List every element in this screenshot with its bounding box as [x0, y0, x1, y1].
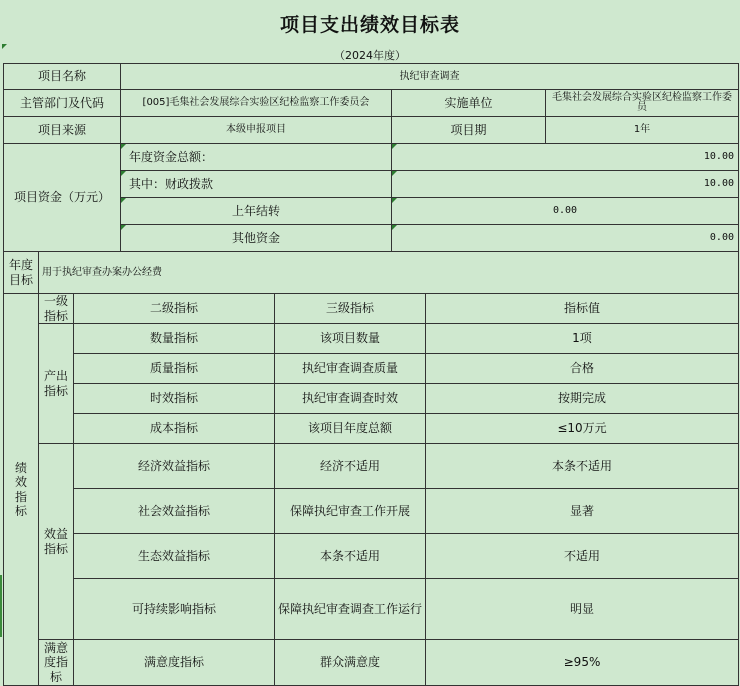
source-label: 项目来源 — [4, 117, 121, 144]
dept-value[interactable]: [005]毛集社会发展综合实验区纪检监察工作委员会 — [121, 90, 392, 117]
value-cell[interactable]: 明显 — [426, 579, 739, 640]
value-cell[interactable]: ≥95% — [426, 640, 739, 686]
level2-cell: 成本指标 — [74, 414, 275, 444]
satisfaction-label: 满意度指标 — [39, 640, 74, 686]
table-row — [4, 444, 739, 489]
indicators-section-label: 绩效指标 — [4, 294, 39, 686]
level3-cell[interactable]: 经济不适用 — [275, 444, 426, 489]
value-cell[interactable]: 合格 — [426, 354, 739, 384]
funds-total-label: 年度资金总额： — [121, 144, 392, 171]
level3-cell[interactable]: 执纪审查调查质量 — [275, 354, 426, 384]
funds-carry-value[interactable]: 0.00 — [392, 198, 739, 225]
funds-fiscal-value[interactable]: 10.00 — [392, 171, 739, 198]
header-level1: 一级指标 — [39, 294, 74, 324]
impl-value[interactable]: 毛集社会发展综合实验区纪检监察工作委员 — [546, 90, 739, 117]
table-row — [4, 640, 739, 686]
level3-cell[interactable]: 群众满意度 — [275, 640, 426, 686]
period-value[interactable]: 1年 — [546, 117, 739, 144]
level3-cell[interactable]: 保障执纪审查调查工作运行 — [275, 579, 426, 640]
table-row — [4, 579, 739, 640]
table-row — [4, 414, 739, 444]
project-name-value[interactable]: 执纪审查调查 — [121, 64, 739, 90]
level3-cell[interactable]: 保障执纪审查工作开展 — [275, 489, 426, 534]
level2-cell: 满意度指标 — [74, 640, 275, 686]
level2-cell: 数量指标 — [74, 324, 275, 354]
level2-cell: 社会效益指标 — [74, 489, 275, 534]
table-row — [4, 534, 739, 579]
output-label: 产出指标 — [39, 324, 74, 444]
table-row — [4, 489, 739, 534]
value-cell[interactable]: 不适用 — [426, 534, 739, 579]
page-title: 项目支出绩效目标表 — [279, 13, 460, 36]
table-row — [4, 384, 739, 414]
row-source — [4, 117, 739, 144]
goal-text[interactable]: 用于执纪审查办案办公经费 — [39, 252, 739, 294]
row-department — [4, 90, 739, 117]
row-selection-bar — [0, 575, 2, 637]
value-cell[interactable]: 1项 — [426, 324, 739, 354]
level2-cell: 时效指标 — [74, 384, 275, 414]
level2-cell: 生态效益指标 — [74, 534, 275, 579]
row-project-name — [4, 64, 739, 90]
performance-table — [3, 63, 739, 686]
benefit-label: 效益指标 — [39, 444, 74, 640]
funds-fiscal-label: 其中：财政拨款 — [121, 171, 392, 198]
dept-label: 主管部门及代码 — [4, 90, 121, 117]
year-label: （2024年度） — [334, 48, 406, 62]
value-cell[interactable]: 本条不适用 — [426, 444, 739, 489]
level3-cell[interactable]: 本条不适用 — [275, 534, 426, 579]
funds-total-value[interactable]: 10.00 — [392, 144, 739, 171]
period-label: 项目期 — [392, 117, 546, 144]
row-funds-total — [4, 144, 739, 171]
funds-carry-label: 上年结转 — [121, 198, 392, 225]
project-name-label: 项目名称 — [4, 64, 121, 90]
value-cell[interactable]: 显著 — [426, 489, 739, 534]
funds-label: 项目资金（万元） — [4, 144, 121, 252]
value-cell[interactable]: ≤10万元 — [426, 414, 739, 444]
funds-other-label: 其他资金 — [121, 225, 392, 252]
table-row — [4, 324, 739, 354]
row-annual-goal — [4, 252, 739, 294]
header-level3: 三级指标 — [275, 294, 426, 324]
level2-cell: 可持续影响指标 — [74, 579, 275, 640]
header-level2: 二级指标 — [74, 294, 275, 324]
source-value[interactable]: 本级申报项目 — [121, 117, 392, 144]
level2-cell: 经济效益指标 — [74, 444, 275, 489]
value-cell[interactable]: 按期完成 — [426, 384, 739, 414]
level3-cell[interactable]: 执纪审查调查时效 — [275, 384, 426, 414]
level2-cell: 质量指标 — [74, 354, 275, 384]
table-row — [4, 354, 739, 384]
header-value: 指标值 — [426, 294, 739, 324]
level3-cell[interactable]: 该项目数量 — [275, 324, 426, 354]
level3-cell[interactable]: 该项目年度总额 — [275, 414, 426, 444]
impl-label: 实施单位 — [392, 90, 546, 117]
row-indicator-header — [4, 294, 739, 324]
goal-label: 年度目标 — [4, 252, 39, 294]
funds-other-value[interactable]: 0.00 — [392, 225, 739, 252]
